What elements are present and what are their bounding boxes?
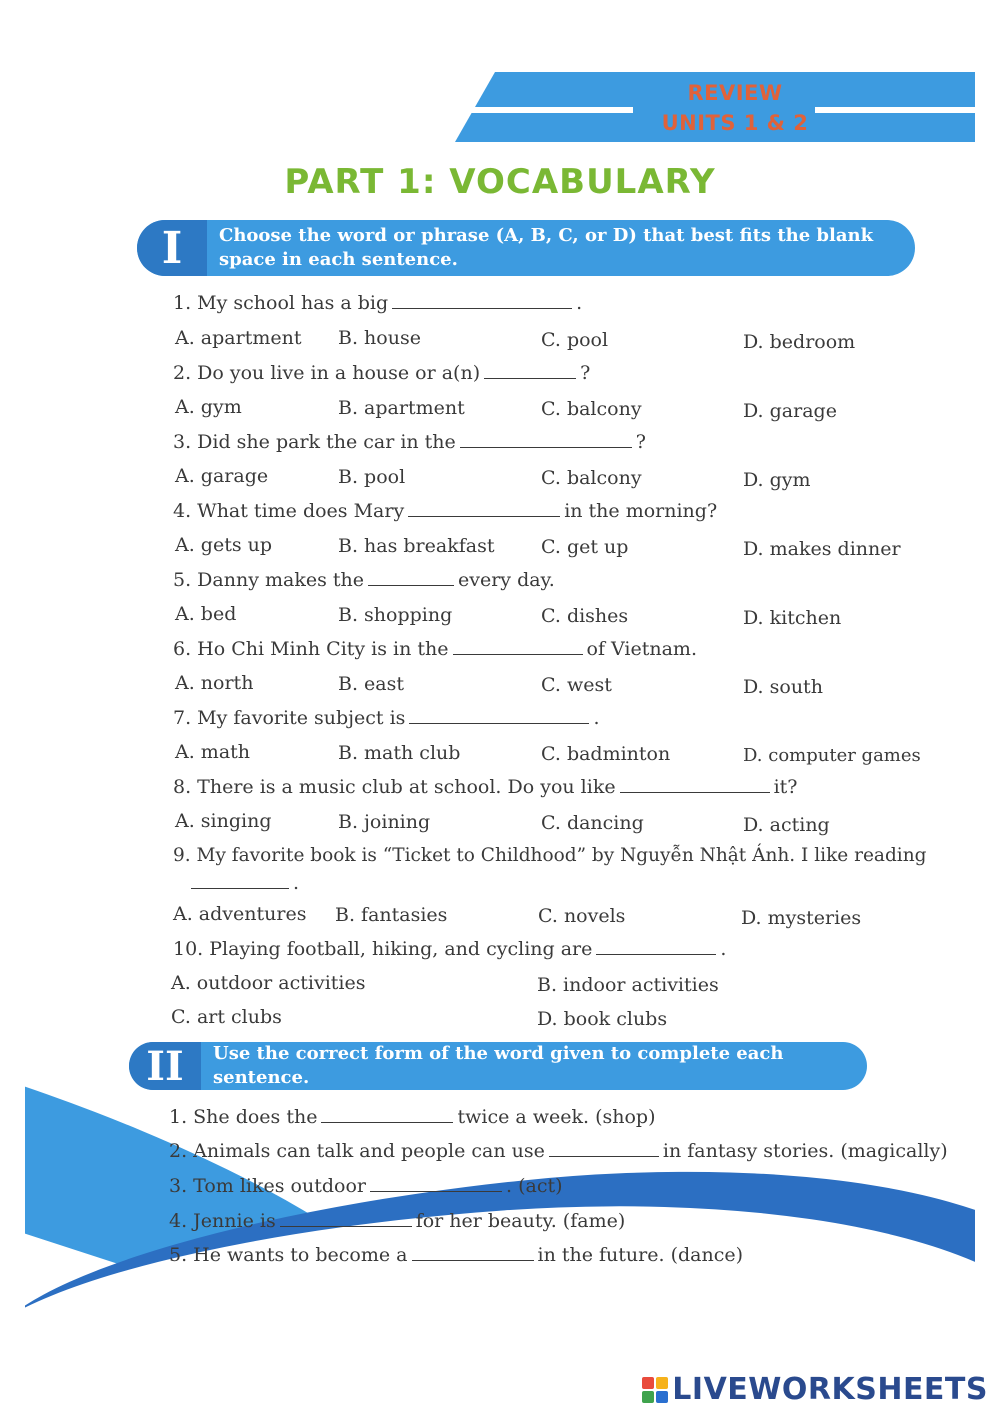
question-text: 6. Ho Chi Minh City is in the <box>173 638 449 660</box>
question-7 <box>173 707 599 729</box>
question-text: in the future. (dance) <box>537 1244 744 1266</box>
question-6 <box>173 638 697 660</box>
answer-blank[interactable] <box>484 362 576 379</box>
question-text: ? <box>635 431 646 453</box>
answer-blank[interactable] <box>596 938 716 955</box>
question-text: 3. Tom likes outdoor <box>169 1175 366 1197</box>
option-c: C. balcony <box>541 398 642 420</box>
option-a: A. apartment <box>175 327 302 349</box>
brand-name: LIVEWORKSHEETS <box>672 1372 988 1407</box>
question-4 <box>173 500 717 522</box>
question-9 <box>173 845 926 866</box>
review-label <box>635 78 835 138</box>
answer-blank[interactable] <box>460 431 632 448</box>
question-5 <box>173 569 555 591</box>
option-d: D. kitchen <box>743 607 842 629</box>
option-c: C. west <box>541 674 612 696</box>
option-b: B. indoor activities <box>537 974 719 996</box>
answer-blank[interactable] <box>620 776 770 793</box>
answer-blank[interactable] <box>321 1106 453 1123</box>
word-form-question-1 <box>169 1106 656 1128</box>
units-title: UNITS 1 & 2 <box>661 111 809 135</box>
answer-blank[interactable] <box>280 1210 412 1227</box>
review-title: REVIEW <box>687 81 783 105</box>
option-d: D. book clubs <box>537 1008 668 1030</box>
question-text: 8. There is a music club at school. Do you like <box>173 776 616 798</box>
section-2-instruction: Use the correct form of the word given to complete each sentence. <box>213 1043 784 1088</box>
option-a: A. north <box>175 672 254 694</box>
question-1 <box>173 292 582 314</box>
question-text: . <box>293 872 300 894</box>
question-text: 5. Danny makes the <box>173 569 364 591</box>
question-text: 1. She does the <box>169 1106 318 1128</box>
option-b: B. joining <box>338 811 431 833</box>
worksheet-page <box>25 60 975 1350</box>
option-c: C. novels <box>538 905 626 927</box>
word-form-question-4 <box>169 1210 625 1232</box>
option-c: C. dishes <box>541 605 629 627</box>
option-c: C. badminton <box>541 743 671 765</box>
question-9-continued <box>191 872 299 894</box>
answer-blank[interactable] <box>370 1175 502 1192</box>
question-text: twice a week. (shop) <box>457 1106 656 1128</box>
option-b: B. math club <box>338 742 461 764</box>
question-text: every day. <box>457 569 555 591</box>
banner-stripe <box>815 107 975 113</box>
option-d: D. computer games <box>743 745 921 766</box>
question-8 <box>173 776 797 798</box>
answer-blank[interactable] <box>549 1140 659 1157</box>
section-1-header <box>137 220 915 276</box>
option-d: D. gym <box>743 469 811 491</box>
question-text: 3. Did she park the car in the <box>173 431 456 453</box>
word-form-question-3 <box>169 1175 563 1197</box>
section-1-number: I <box>137 220 207 276</box>
banner-stripe <box>458 107 633 113</box>
question-text: 10. Playing football, hiking, and cycling are <box>173 938 593 960</box>
answer-blank[interactable] <box>453 638 583 655</box>
answer-blank[interactable] <box>412 1244 534 1261</box>
question-text: 2. Do you live in a house or a(n) <box>173 362 481 384</box>
option-d: D. mysteries <box>741 907 862 929</box>
question-text: . (act) <box>506 1175 563 1197</box>
option-a: A. math <box>175 741 251 763</box>
question-text: 1. My school has a big <box>173 292 389 314</box>
option-a: A. singing <box>175 810 272 832</box>
option-c: C. get up <box>541 536 629 558</box>
option-d: D. garage <box>743 400 837 422</box>
question-text: 9. My favorite book is “Ticket to Childhood” by Nguyễn Nhật Ánh. I like reading <box>173 845 927 866</box>
word-form-question-5 <box>169 1244 743 1266</box>
liveworksheets-logo[interactable] <box>642 1372 988 1407</box>
option-a: A. garage <box>175 465 269 487</box>
question-10 <box>173 938 726 960</box>
question-text: in the morning? <box>564 500 718 522</box>
answer-blank[interactable] <box>368 569 454 586</box>
option-b: B. shopping <box>338 604 453 626</box>
option-b: B. apartment <box>338 397 465 419</box>
answer-blank[interactable] <box>191 872 289 889</box>
question-2 <box>173 362 590 384</box>
option-c: C. pool <box>541 329 609 351</box>
part-title: PART 1: VOCABULARY <box>284 162 716 202</box>
section-1-instruction: Choose the word or phrase (A, B, C, or D) that best fits the blank space in each sentence. <box>219 225 874 270</box>
option-d: D. bedroom <box>743 331 856 353</box>
option-b: B. east <box>338 673 404 695</box>
option-a: A. gets up <box>175 534 273 556</box>
option-c: C. balcony <box>541 467 642 489</box>
question-text: 5. He wants to become a <box>169 1244 408 1266</box>
question-text: . <box>576 292 583 314</box>
option-b: B. has breakfast <box>338 535 495 557</box>
question-text: 4. Jennie is <box>169 1210 276 1232</box>
option-d: D. acting <box>743 814 830 836</box>
question-3 <box>173 431 646 453</box>
page-letter: B <box>928 1295 945 1320</box>
question-text: for her beauty. (fame) <box>415 1210 626 1232</box>
option-c: C. art clubs <box>171 1006 282 1028</box>
option-a: A. adventures <box>173 903 307 925</box>
word-form-question-2 <box>169 1140 948 1162</box>
question-text: 4. What time does Mary <box>173 500 405 522</box>
question-text: 2. Animals can talk and people can use <box>169 1140 545 1162</box>
answer-blank[interactable] <box>392 292 572 309</box>
option-c: C. dancing <box>541 812 644 834</box>
answer-blank[interactable] <box>408 500 560 517</box>
question-text: it? <box>773 776 798 798</box>
section-2-header <box>129 1042 867 1090</box>
option-d: D. south <box>743 676 823 698</box>
question-text: . <box>720 938 727 960</box>
option-b: B. pool <box>338 466 406 488</box>
option-d: D. makes dinner <box>743 538 901 560</box>
section-2-number: II <box>129 1042 201 1090</box>
liveworksheets-mark-icon <box>642 1377 668 1403</box>
option-b: B. fantasies <box>335 904 448 926</box>
option-b: B. house <box>338 327 421 349</box>
question-text: in fantasy stories. (magically) <box>662 1140 948 1162</box>
option-a: A. outdoor activities <box>171 972 366 994</box>
question-text: of Vietnam. <box>586 638 697 660</box>
question-text: ? <box>580 362 591 384</box>
answer-blank[interactable] <box>409 707 589 724</box>
question-text: 7. My favorite subject is <box>173 707 406 729</box>
question-text: . <box>593 707 600 729</box>
option-a: A. bed <box>175 603 237 625</box>
option-a: A. gym <box>175 396 242 418</box>
